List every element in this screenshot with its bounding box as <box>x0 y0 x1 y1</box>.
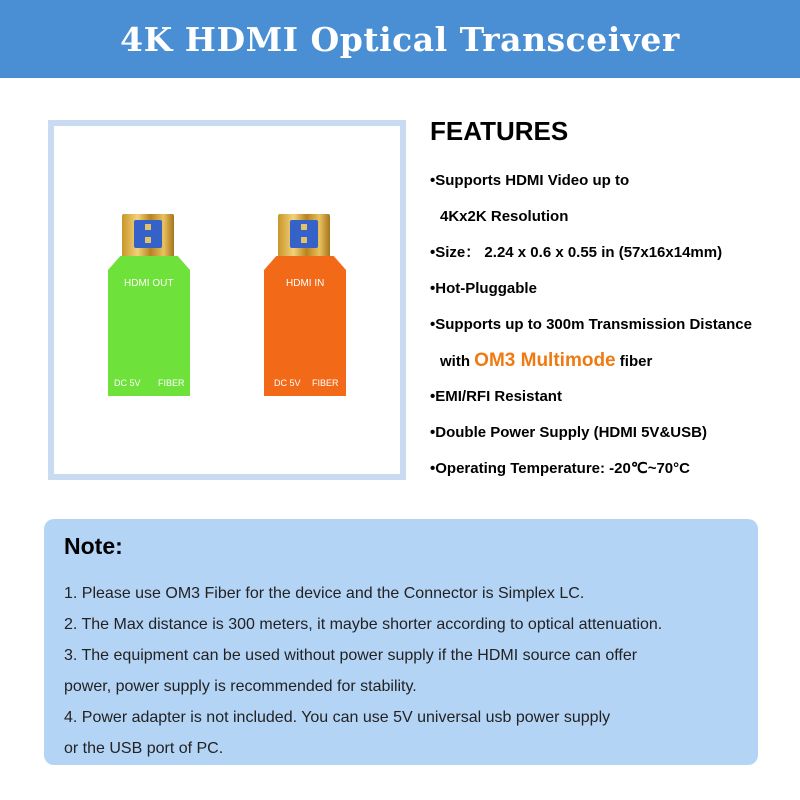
hdmi-plug-icon <box>122 214 174 258</box>
hdmi-in-dc-port-label: DC 5V <box>274 378 301 388</box>
note-heading: Note: <box>64 533 123 559</box>
hdmi-out-body <box>108 256 190 396</box>
note-line: 3. The equipment can be used without power supply if the HDMI source can offer <box>64 647 638 664</box>
feature-item: 4Kx2K Resolution <box>440 208 569 225</box>
note-list <box>64 578 754 764</box>
hdmi-in-fiber-port-label: FIBER <box>312 378 339 388</box>
hdmi-in-body <box>264 256 346 396</box>
hdmi-out-label: HDMI OUT <box>124 278 174 289</box>
product-photo <box>48 120 406 480</box>
feature-item: •Supports up to 300m Transmission Distance <box>430 316 752 333</box>
feature-item: •Operating Temperature: -20℃~70°C <box>430 460 690 477</box>
features-heading: FEATURES <box>430 116 569 146</box>
feature-item: •EMI/RFI Resistant <box>430 388 562 405</box>
note-line: 4. Power adapter is not included. You can use 5V universal usb power supply <box>64 709 611 726</box>
product-photo-inner <box>54 126 400 474</box>
note-line: 1. Please use OM3 Fiber for the device and the Connector is Simplex LC. <box>64 585 585 602</box>
note-line: power, power supply is recommended for stability. <box>64 678 417 695</box>
hdmi-in-label: HDMI IN <box>286 278 325 289</box>
feature-item <box>430 343 790 379</box>
feature-item: •Hot-Pluggable <box>430 280 537 297</box>
note-box <box>44 519 758 765</box>
hdmi-plug-icon <box>278 214 330 258</box>
hdmi-out-fiber-port-label: FIBER <box>158 378 185 388</box>
note-line: or the USB port of PC. <box>64 740 224 757</box>
note-line: 2. The Max distance is 300 meters, it maybe shorter according to optical attenuation. <box>64 616 663 633</box>
hdmi-out-dc-port-label: DC 5V <box>114 378 141 388</box>
feature-text: with <box>440 353 475 370</box>
feature-item: •Supports HDMI Video up to <box>430 172 630 189</box>
om3-multimode-highlight: OM3 Multimode <box>474 350 616 371</box>
hdmi-out-module <box>108 214 190 396</box>
page-title: 4K HDMI Optical Transceiver <box>120 19 680 59</box>
feature-text: fiber <box>615 353 653 370</box>
features-section <box>430 116 790 487</box>
feature-item: •Size： 2.24 x 0.6 x 0.55 in (57x16x14mm) <box>430 244 723 261</box>
title-banner <box>0 0 800 78</box>
feature-item: •Double Power Supply (HDMI 5V&USB) <box>430 424 707 441</box>
hdmi-in-module <box>264 214 346 396</box>
